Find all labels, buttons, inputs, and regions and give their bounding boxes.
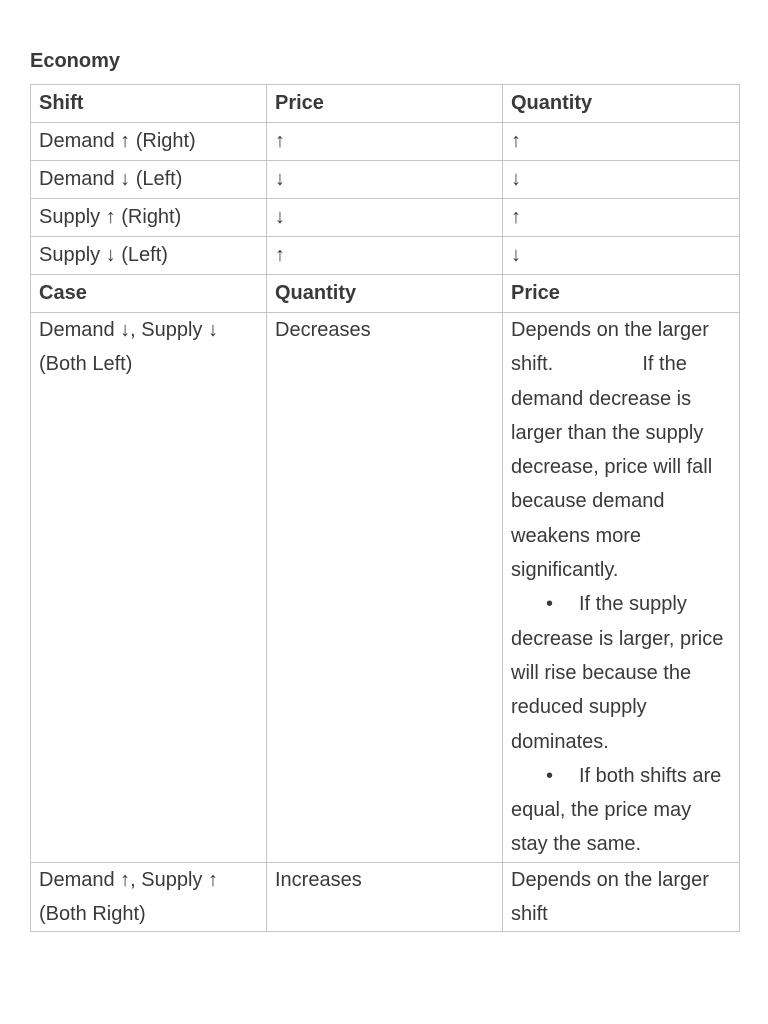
shift-cell: Demand ↑ (Right): [31, 123, 267, 161]
table-row: [31, 862, 740, 932]
price-point-1: If the demand decrease is larger than the supply decrease, price will fall because demand weakens more significantly.: [511, 353, 713, 582]
shift-cell: Demand ↓ (Left): [31, 161, 267, 199]
case-cell: Demand ↑, Supply ↑ (Both Right): [31, 862, 267, 932]
header-case-quantity: Quantity: [267, 275, 503, 313]
shift-cell: Supply ↑ (Right): [31, 199, 267, 237]
price-arrow-cell: ↓: [267, 199, 503, 237]
table-row: [31, 199, 740, 237]
table-row: [31, 123, 740, 161]
header-price: Price: [267, 85, 503, 123]
bullet-icon: •: [545, 593, 553, 616]
table-row: [31, 237, 740, 275]
price-explanation-cell: [503, 313, 740, 863]
header-shift: Shift: [31, 85, 267, 123]
price-arrow-cell: ↑: [267, 237, 503, 275]
bullet-icon: •: [545, 764, 553, 787]
price-point-3: If both shifts are equal, the price may stay the same.: [511, 764, 722, 856]
case-cell: Demand ↓, Supply ↓ (Both Left): [31, 313, 267, 863]
quantity-arrow-cell: ↑: [503, 199, 740, 237]
quantity-arrow-cell: ↓: [503, 161, 740, 199]
table-row: [31, 313, 740, 863]
supply-demand-table: [30, 84, 740, 932]
list-item: [511, 587, 731, 758]
price-arrow-cell: ↑: [267, 123, 503, 161]
header-quantity: Quantity: [503, 85, 740, 123]
header-case-price: Price: [503, 275, 740, 313]
table-row: [31, 161, 740, 199]
quantity-cell: Increases: [267, 862, 503, 932]
price-intro: Depends on the larger shift.: [511, 319, 709, 376]
price-arrow-cell: ↓: [267, 161, 503, 199]
quantity-arrow-cell: ↓: [503, 237, 740, 275]
table-header-row: [31, 85, 740, 123]
header-case: Case: [31, 275, 267, 313]
quantity-cell: Decreases: [267, 313, 503, 863]
shift-cell: Supply ↓ (Left): [31, 237, 267, 275]
price-explanation-cell: Depends on the larger shift: [503, 862, 740, 932]
list-item: [511, 759, 731, 862]
document-title: Economy: [30, 50, 121, 72]
quantity-arrow-cell: ↑: [503, 123, 740, 161]
case-header-row: [31, 275, 740, 313]
price-point-2: If the supply decrease is larger, price will rise because the reduced supply dominates.: [511, 593, 724, 753]
